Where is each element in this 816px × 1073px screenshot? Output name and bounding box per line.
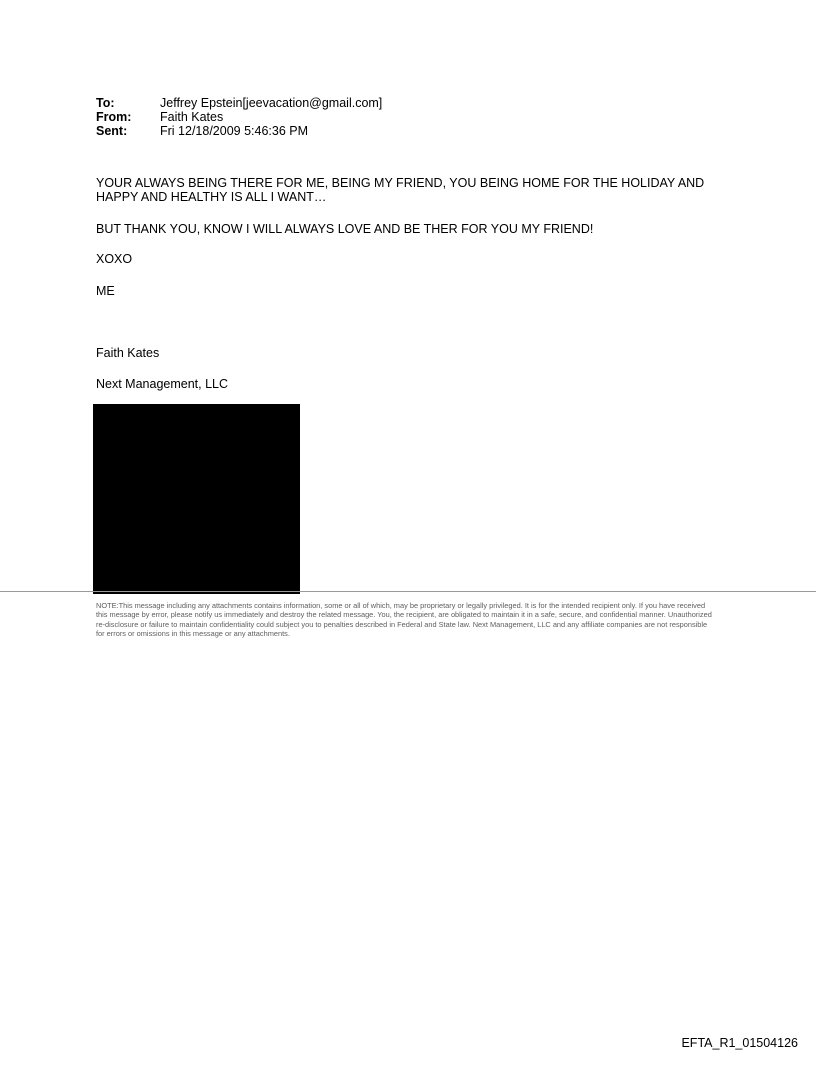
document-id: EFTA_R1_01504126	[681, 1036, 798, 1050]
message-paragraph-1: YOUR ALWAYS BEING THERE FOR ME, BEING MY FRIEND, YOU BEING HOME FOR THE HOLIDAY AND HAPPY AND HEALTHY IS ALL I WANT…	[96, 176, 705, 204]
to-label: To:	[96, 96, 115, 110]
sent-row	[96, 124, 382, 138]
message-paragraph-2: BUT THANK YOU, KNOW I WILL ALWAYS LOVE AND BE THER FOR YOU MY FRIEND!	[96, 222, 594, 236]
divider-line	[0, 591, 816, 592]
from-row	[96, 110, 382, 124]
to-value: Jeffrey Epstein[jeevacation@gmail.com]	[160, 96, 383, 110]
sent-label: Sent:	[96, 124, 128, 138]
signature-name: Faith Kates	[96, 346, 160, 360]
confidentiality-disclaimer: NOTE:This message including any attachments contains information, some or all of which, may be proprietary or legally privileged. It is for the intended recipient only. If you have received this message by error, please notify us immediately and destroy the related message. You, the recipient, are obligated to maintain it in a safe, secure, and confidential manner. Unauthorized re-disclosure or failure to maintain confidentiality could subject you to penalties described in Federal and State law. Next Management, LLC and any affiliate companies are not responsible for errors or omissions in this message or any attachments.	[96, 601, 712, 639]
from-value: Faith Kates	[160, 110, 224, 124]
from-label: From:	[96, 110, 132, 124]
message-paragraph-3: XOXO	[96, 252, 133, 266]
message-paragraph-4: ME	[96, 284, 115, 298]
redaction-block	[93, 404, 300, 594]
email-header	[96, 96, 382, 138]
signature-company: Next Management, LLC	[96, 377, 229, 391]
to-row	[96, 96, 382, 110]
sent-value: Fri 12/18/2009 5:46:36 PM	[160, 124, 309, 138]
